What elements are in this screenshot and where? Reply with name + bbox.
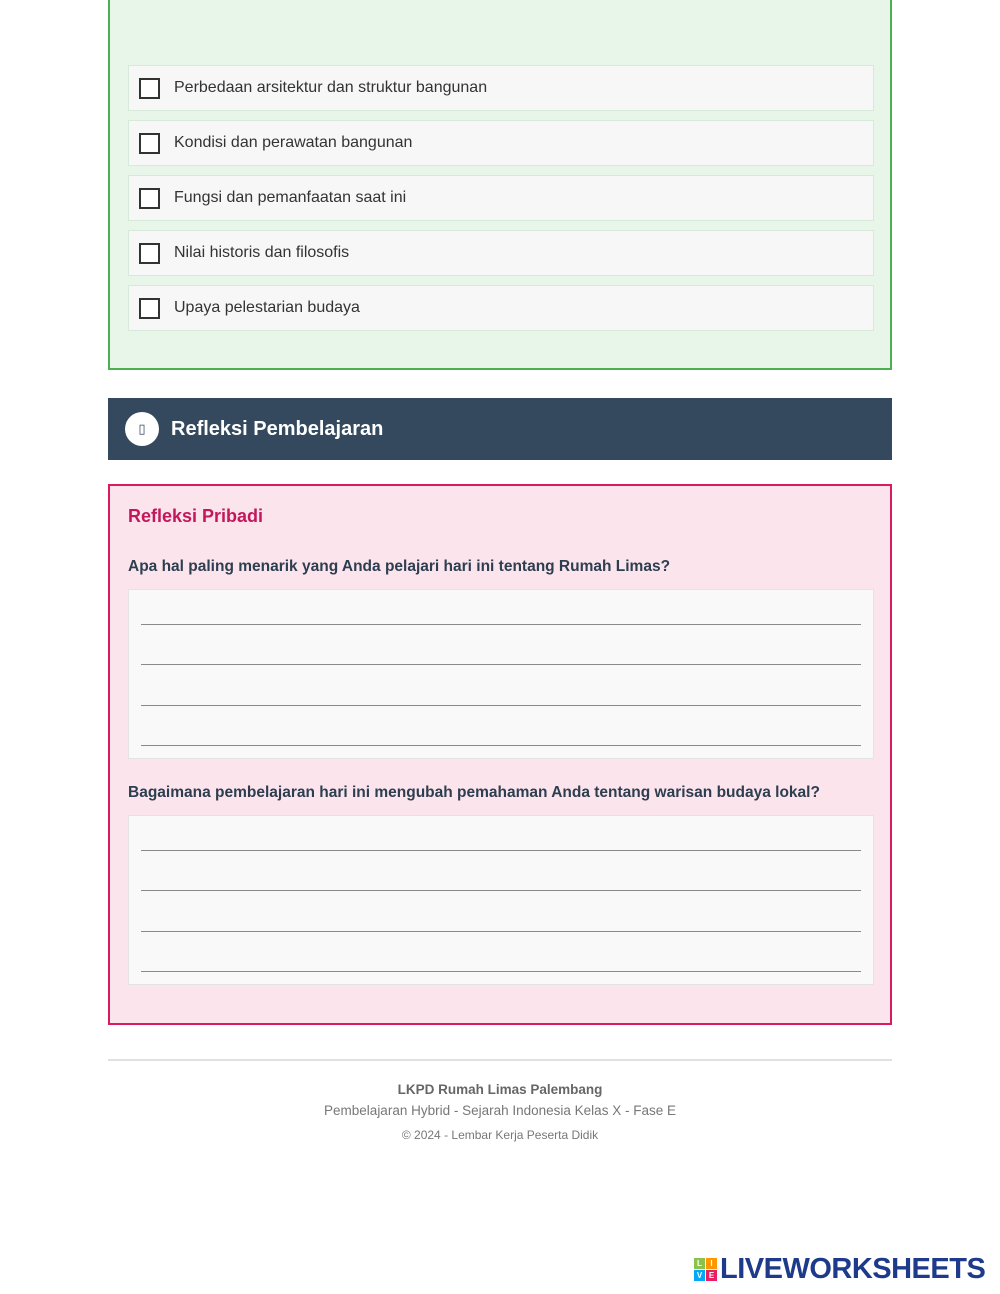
answer-textarea[interactable] (128, 589, 874, 759)
footer-copyright: © 2024 - Lembar Kerja Peserta Didik (401, 1128, 599, 1142)
answer-line (141, 705, 861, 706)
footer-subtitle: Pembelajaran Hybrid - Sejarah Indonesia Kelas X - Fase E (324, 1103, 676, 1118)
logo-blocks-icon (694, 1258, 717, 1281)
footer-title: LKPD Rumah Limas Palembang (397, 1082, 603, 1097)
checkbox[interactable] (139, 243, 160, 264)
checkbox[interactable] (139, 298, 160, 319)
answer-line (141, 931, 861, 932)
answer-textarea[interactable] (128, 815, 874, 985)
logo-block: L (694, 1258, 705, 1269)
answer-line (141, 850, 861, 851)
logo-block: E (706, 1270, 717, 1281)
answer-line (141, 745, 861, 746)
checklist-item[interactable] (128, 120, 874, 166)
checkbox[interactable] (139, 133, 160, 154)
reflection-box (108, 484, 892, 1025)
checkbox[interactable] (139, 188, 160, 209)
answer-line (141, 624, 861, 625)
checklist-item-label: Kondisi dan perawatan bangunan (174, 134, 413, 151)
checklist-item-label: Perbedaan arsitektur dan struktur bangunan (174, 79, 488, 96)
logo-block: I (706, 1258, 717, 1269)
question-label: Apa hal paling menarik yang Anda pelajari hari ini tentang Rumah Limas? (128, 558, 671, 575)
checklist-section (108, 0, 892, 370)
checklist-item[interactable] (128, 175, 874, 221)
answer-line (141, 664, 861, 665)
checklist-item-label: Nilai historis dan filosofis (174, 244, 350, 261)
answer-line (141, 971, 861, 972)
missing-glyph-icon: ▯ (125, 412, 159, 446)
question-label: Bagaimana pembelajaran hari ini mengubah pemahaman Anda tentang warisan budaya lokal? (128, 784, 820, 801)
logo-text: LIVEWORKSHEETS (720, 1252, 986, 1285)
checklist-item[interactable] (128, 65, 874, 111)
checklist-item[interactable] (128, 230, 874, 276)
checklist-item-label: Fungsi dan pemanfaatan saat ini (174, 189, 407, 206)
footer-divider (108, 1059, 892, 1061)
checklist-item[interactable] (128, 285, 874, 331)
logo-block: V (694, 1270, 705, 1281)
checklist-item-label: Upaya pelestarian budaya (174, 299, 360, 316)
checkbox[interactable] (139, 78, 160, 99)
section-title: Refleksi Pembelajaran (171, 417, 384, 440)
reflection-title: Refleksi Pribadi (128, 506, 264, 526)
answer-line (141, 890, 861, 891)
section-header (108, 398, 892, 460)
liveworksheets-logo[interactable] (694, 1254, 985, 1284)
